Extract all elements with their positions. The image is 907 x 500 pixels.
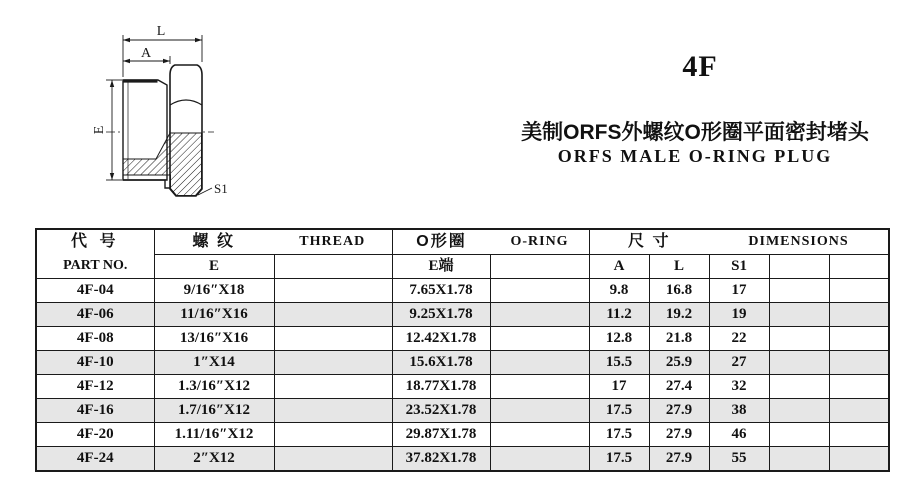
cell-part-no: 4F-20 xyxy=(36,423,154,447)
cell-blank-1 xyxy=(769,399,829,423)
cell-thread-e: 13/16″X16 xyxy=(154,327,274,351)
part-no-label-zh: 代 号 xyxy=(71,233,120,250)
cell-thread-blank xyxy=(274,279,392,303)
table-row xyxy=(36,303,889,327)
cell-thread-blank xyxy=(274,327,392,351)
cell-oring-e: 15.6X1.78 xyxy=(392,351,490,375)
cell-blank-1 xyxy=(769,303,829,327)
cell-blank-1 xyxy=(769,423,829,447)
cell-part-no: 4F-04 xyxy=(36,279,154,303)
table-row xyxy=(36,327,889,351)
cell-dim-s1: 38 xyxy=(709,399,769,423)
subcol-blank-2 xyxy=(829,254,889,279)
cell-dim-a: 17.5 xyxy=(589,423,649,447)
cell-oring-e: 9.25X1.78 xyxy=(392,303,490,327)
cell-oring-e: 37.82X1.78 xyxy=(392,447,490,472)
table-row xyxy=(36,375,889,399)
cell-dim-l: 27.9 xyxy=(649,447,709,472)
cell-dim-a: 17.5 xyxy=(589,399,649,423)
cell-dim-s1: 17 xyxy=(709,279,769,303)
cell-blank-2 xyxy=(829,375,889,399)
cell-dim-l: 27.9 xyxy=(649,399,709,423)
col-header-dimensions xyxy=(589,229,889,254)
cell-thread-blank xyxy=(274,375,392,399)
cell-oring-blank xyxy=(490,375,589,399)
cell-blank-1 xyxy=(769,375,829,399)
plug-drawing-svg xyxy=(88,15,248,205)
product-title-en: ORFS MALE O-RING PLUG xyxy=(557,146,833,166)
cell-dim-l: 25.9 xyxy=(649,351,709,375)
table-row xyxy=(36,399,889,423)
arrow-E-bottom xyxy=(110,173,114,180)
col-header-oring xyxy=(392,229,589,254)
dims-label-zh: 尺 寸 xyxy=(628,233,671,251)
cell-blank-1 xyxy=(769,351,829,375)
cell-dim-a: 15.5 xyxy=(589,351,649,375)
cell-thread-e: 1.3/16″X12 xyxy=(154,375,274,399)
cell-thread-e: 1.11/16″X12 xyxy=(154,423,274,447)
dims-label-en: DIMENSIONS xyxy=(748,234,849,250)
cell-thread-e: 9/16″X18 xyxy=(154,279,274,303)
cell-oring-e: 7.65X1.78 xyxy=(392,279,490,303)
cell-dim-a: 9.8 xyxy=(589,279,649,303)
cell-dim-a: 17.5 xyxy=(589,447,649,472)
arrow-L-right xyxy=(195,38,202,42)
cell-blank-2 xyxy=(829,447,889,472)
subcol-a: A xyxy=(589,254,649,279)
cell-dim-l: 19.2 xyxy=(649,303,709,327)
cell-dim-s1: 22 xyxy=(709,327,769,351)
subcol-s1: S1 xyxy=(709,254,769,279)
cell-dim-l: 21.8 xyxy=(649,327,709,351)
cell-oring-blank xyxy=(490,447,589,472)
thread-label-zh: 螺 纹 xyxy=(192,233,235,251)
cell-part-no: 4F-10 xyxy=(36,351,154,375)
cell-dim-l: 27.9 xyxy=(649,423,709,447)
cell-oring-e: 29.87X1.78 xyxy=(392,423,490,447)
dim-label-A: A xyxy=(140,46,152,61)
table-row xyxy=(36,279,889,303)
subcol-oring-e: E端 xyxy=(392,254,490,279)
cell-part-no: 4F-16 xyxy=(36,399,154,423)
cell-dim-a: 11.2 xyxy=(589,303,649,327)
arrow-A-right xyxy=(163,59,170,63)
cell-part-no: 4F-12 xyxy=(36,375,154,399)
cell-oring-e: 18.77X1.78 xyxy=(392,375,490,399)
cell-thread-blank xyxy=(274,399,392,423)
arrow-A-left xyxy=(123,59,130,63)
subcol-blank-1 xyxy=(769,254,829,279)
col-header-part-no xyxy=(36,229,154,279)
cell-thread-e: 1″X14 xyxy=(154,351,274,375)
bottom-step-line xyxy=(123,180,170,188)
subcol-oring-blank xyxy=(490,254,589,279)
cell-dim-a: 17 xyxy=(589,375,649,399)
subcol-thread-e: E xyxy=(154,254,274,279)
product-title-zh: 美制ORFS外螺纹O形圈平面密封堵头 xyxy=(521,121,869,144)
arrow-E-top xyxy=(110,80,114,87)
cell-blank-1 xyxy=(769,327,829,351)
cell-blank-2 xyxy=(829,351,889,375)
cell-thread-e: 1.7/16″X12 xyxy=(154,399,274,423)
col-header-thread xyxy=(154,229,392,254)
subcol-l: L xyxy=(649,254,709,279)
part-series-code: 4F xyxy=(682,50,718,83)
cell-oring-blank xyxy=(490,279,589,303)
cell-dim-l: 27.4 xyxy=(649,375,709,399)
cell-part-no: 4F-08 xyxy=(36,327,154,351)
cell-dim-l: 16.8 xyxy=(649,279,709,303)
cell-oring-e: 23.52X1.78 xyxy=(392,399,490,423)
oring-label-en: O-RING xyxy=(510,234,569,250)
dim-label-L: L xyxy=(156,24,166,39)
table-row xyxy=(36,351,889,375)
cell-thread-e: 11/16″X16 xyxy=(154,303,274,327)
oring-label-zh: O形圈 xyxy=(416,233,467,251)
cell-thread-blank xyxy=(274,423,392,447)
cell-blank-1 xyxy=(769,279,829,303)
thread-label-en: THREAD xyxy=(299,234,366,250)
header-row-sub xyxy=(36,254,889,279)
cell-oring-blank xyxy=(490,327,589,351)
technical-drawing xyxy=(88,15,248,205)
spec-table xyxy=(35,228,890,472)
cell-dim-s1: 27 xyxy=(709,351,769,375)
cell-part-no: 4F-24 xyxy=(36,447,154,472)
cell-blank-2 xyxy=(829,303,889,327)
cell-blank-2 xyxy=(829,423,889,447)
part-no-label-en: PART NO. xyxy=(63,258,128,273)
cell-oring-blank xyxy=(490,303,589,327)
table-row xyxy=(36,423,889,447)
header-row-groups xyxy=(36,229,889,254)
table-row xyxy=(36,447,889,472)
cell-dim-s1: 32 xyxy=(709,375,769,399)
cell-oring-blank xyxy=(490,399,589,423)
cell-oring-e: 12.42X1.78 xyxy=(392,327,490,351)
cell-thread-e: 2″X12 xyxy=(154,447,274,472)
dim-label-E: E xyxy=(92,125,107,135)
cell-thread-blank xyxy=(274,303,392,327)
cell-oring-blank xyxy=(490,351,589,375)
cell-blank-2 xyxy=(829,399,889,423)
cell-part-no: 4F-06 xyxy=(36,303,154,327)
cell-blank-2 xyxy=(829,279,889,303)
cell-dim-s1: 46 xyxy=(709,423,769,447)
cell-thread-blank xyxy=(274,447,392,472)
cell-oring-blank xyxy=(490,423,589,447)
cell-dim-a: 12.8 xyxy=(589,327,649,351)
dim-label-S1: S1 xyxy=(214,181,228,196)
spec-table-body xyxy=(36,279,889,472)
cell-blank-1 xyxy=(769,447,829,472)
cell-dim-s1: 55 xyxy=(709,447,769,472)
cell-dim-s1: 19 xyxy=(709,303,769,327)
subcol-thread-blank xyxy=(274,254,392,279)
arrow-L-left xyxy=(123,38,130,42)
cell-thread-blank xyxy=(274,351,392,375)
cell-blank-2 xyxy=(829,327,889,351)
